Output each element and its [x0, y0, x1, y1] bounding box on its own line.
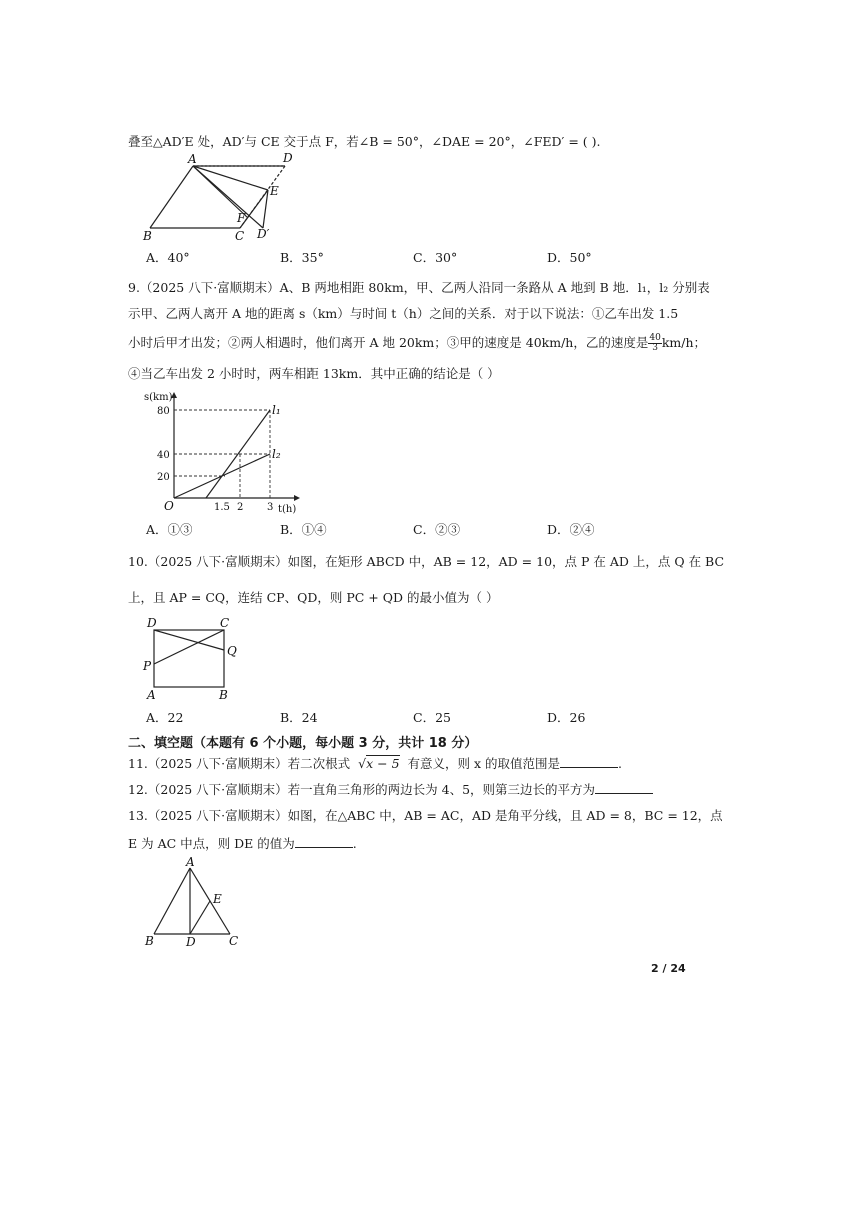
- q9-line4: ④当乙车出发 2 小时时，两车相距 13km．其中正确的结论是（ ）: [128, 366, 500, 381]
- x-axis-label: t(h): [278, 504, 297, 515]
- q12-line: [128, 782, 653, 798]
- line-l2-label: l₂: [272, 447, 281, 461]
- q9-line3b: km/h；: [661, 335, 707, 350]
- label-D: D: [147, 616, 157, 630]
- q9-option-d: D．②④: [547, 522, 595, 537]
- q8-stem: 叠至△AD′E 处，AD′与 CE 交于点 F，若∠B = 50°，∠DAE = 20°，∠FED′ = ( ).: [128, 134, 601, 149]
- q13-figure: [142, 856, 252, 948]
- q8-figure: [140, 151, 293, 244]
- label-Q: Q: [227, 644, 237, 658]
- q11-answer-blank[interactable]: [560, 756, 618, 768]
- q9-line3a: 小时后甲才出发；②两人相遇时，他们离开 A 地 20km；③甲的速度是 40km/h，乙的速度是: [128, 335, 649, 350]
- q8-option-c: C．30°: [413, 250, 458, 265]
- section-title-fill-in: 二、填空题（本题有 6 个小题，每小题 3 分，共计 18 分）: [128, 736, 478, 751]
- label-C: C: [235, 229, 245, 243]
- line-l1-label: l₁: [272, 403, 281, 417]
- q9-line1: 9.（2025 八下·富顺期末）A、B 两地相距 80km，甲、乙两人沿同一条路从 A 地到 B 地．l₁，l₂ 分别表: [128, 280, 710, 295]
- sqrt-expression: √x − 5: [358, 756, 400, 771]
- xtick-3: 3: [267, 502, 274, 513]
- q12-answer-blank[interactable]: [595, 782, 653, 794]
- label-D: D: [186, 935, 196, 949]
- label-B: B: [145, 934, 154, 948]
- q11-after: 有意义，则 x 的取值范围是: [407, 756, 561, 771]
- q8-option-a: A．40°: [146, 250, 190, 265]
- q9-graph: [142, 390, 302, 518]
- label-A: A: [147, 688, 156, 702]
- q9-option-b: B．①④: [280, 522, 327, 537]
- q13-line2: E 为 AC 中点，则 DE 的值为 .: [128, 836, 357, 851]
- xtick-1.5: 1.5: [214, 502, 230, 513]
- label-D-prime: D′: [257, 227, 270, 241]
- label-E: E: [213, 892, 222, 906]
- y-axis-label: s(km): [144, 392, 173, 403]
- q9-line2: 示甲、乙两人离开 A 地的距离 s（km）与时间 t（h）之间的关系．对于以下说法：①乙车出发 1.5: [128, 306, 679, 321]
- ytick-80: 80: [157, 406, 170, 417]
- q9-option-c: C．②③: [413, 522, 461, 537]
- q10-figure: [142, 614, 252, 706]
- q10-option-c: C．25: [413, 710, 451, 725]
- label-B: B: [219, 688, 228, 702]
- q10-option-d: D．26: [547, 710, 586, 725]
- label-A: A: [188, 152, 197, 166]
- label-B: B: [143, 229, 152, 243]
- q8-option-d: D．50°: [547, 250, 592, 265]
- q8-option-b: B．35°: [280, 250, 324, 265]
- xtick-2: 2: [237, 502, 244, 513]
- q10-option-a: A．22: [146, 710, 184, 725]
- q9-option-a: A．①③: [146, 522, 193, 537]
- label-E: E: [270, 184, 279, 198]
- q12-text: 12.（2025 八下·富顺期末）若一直角三角形的两边长为 4、5，则第三边长的平方为: [128, 782, 596, 797]
- q9-fraction: $\frac{40}{3}$: [649, 333, 661, 353]
- q13-answer-blank[interactable]: [295, 836, 353, 848]
- label-C: C: [229, 934, 239, 948]
- label-C: C: [220, 616, 230, 630]
- q11-text: 11.（2025 八下·富顺期末）若二次根式: [128, 756, 351, 771]
- page-number: 2 / 24: [651, 962, 686, 975]
- q10-line2: 上，且 AP = CQ，连结 CP、QD，则 PC + QD 的最小值为（ ）: [128, 590, 499, 605]
- ytick-20: 20: [157, 472, 170, 483]
- origin-label: O: [164, 499, 174, 513]
- label-A: A: [186, 855, 195, 869]
- q13-line1: 13.（2025 八下·富顺期末）如图，在△ABC 中，AB = AC，AD 是角平分线，且 AD = 8，BC = 12，点: [128, 808, 723, 823]
- label-D: D: [283, 151, 293, 165]
- label-P: P: [143, 659, 152, 673]
- q9-line3: [128, 334, 706, 353]
- label-F: F: [237, 211, 246, 225]
- ytick-40: 40: [157, 450, 170, 461]
- q10-line1: 10.（2025 八下·富顺期末）如图，在矩形 ABCD 中，AB = 12，AD = 10，点 P 在 AD 上，点 Q 在 BC: [128, 554, 725, 569]
- q11-line: 11.（2025 八下·富顺期末）若二次根式 √x − 5 有意义，则 x 的取值范围是 .: [128, 756, 622, 771]
- q10-option-b: B．24: [280, 710, 318, 725]
